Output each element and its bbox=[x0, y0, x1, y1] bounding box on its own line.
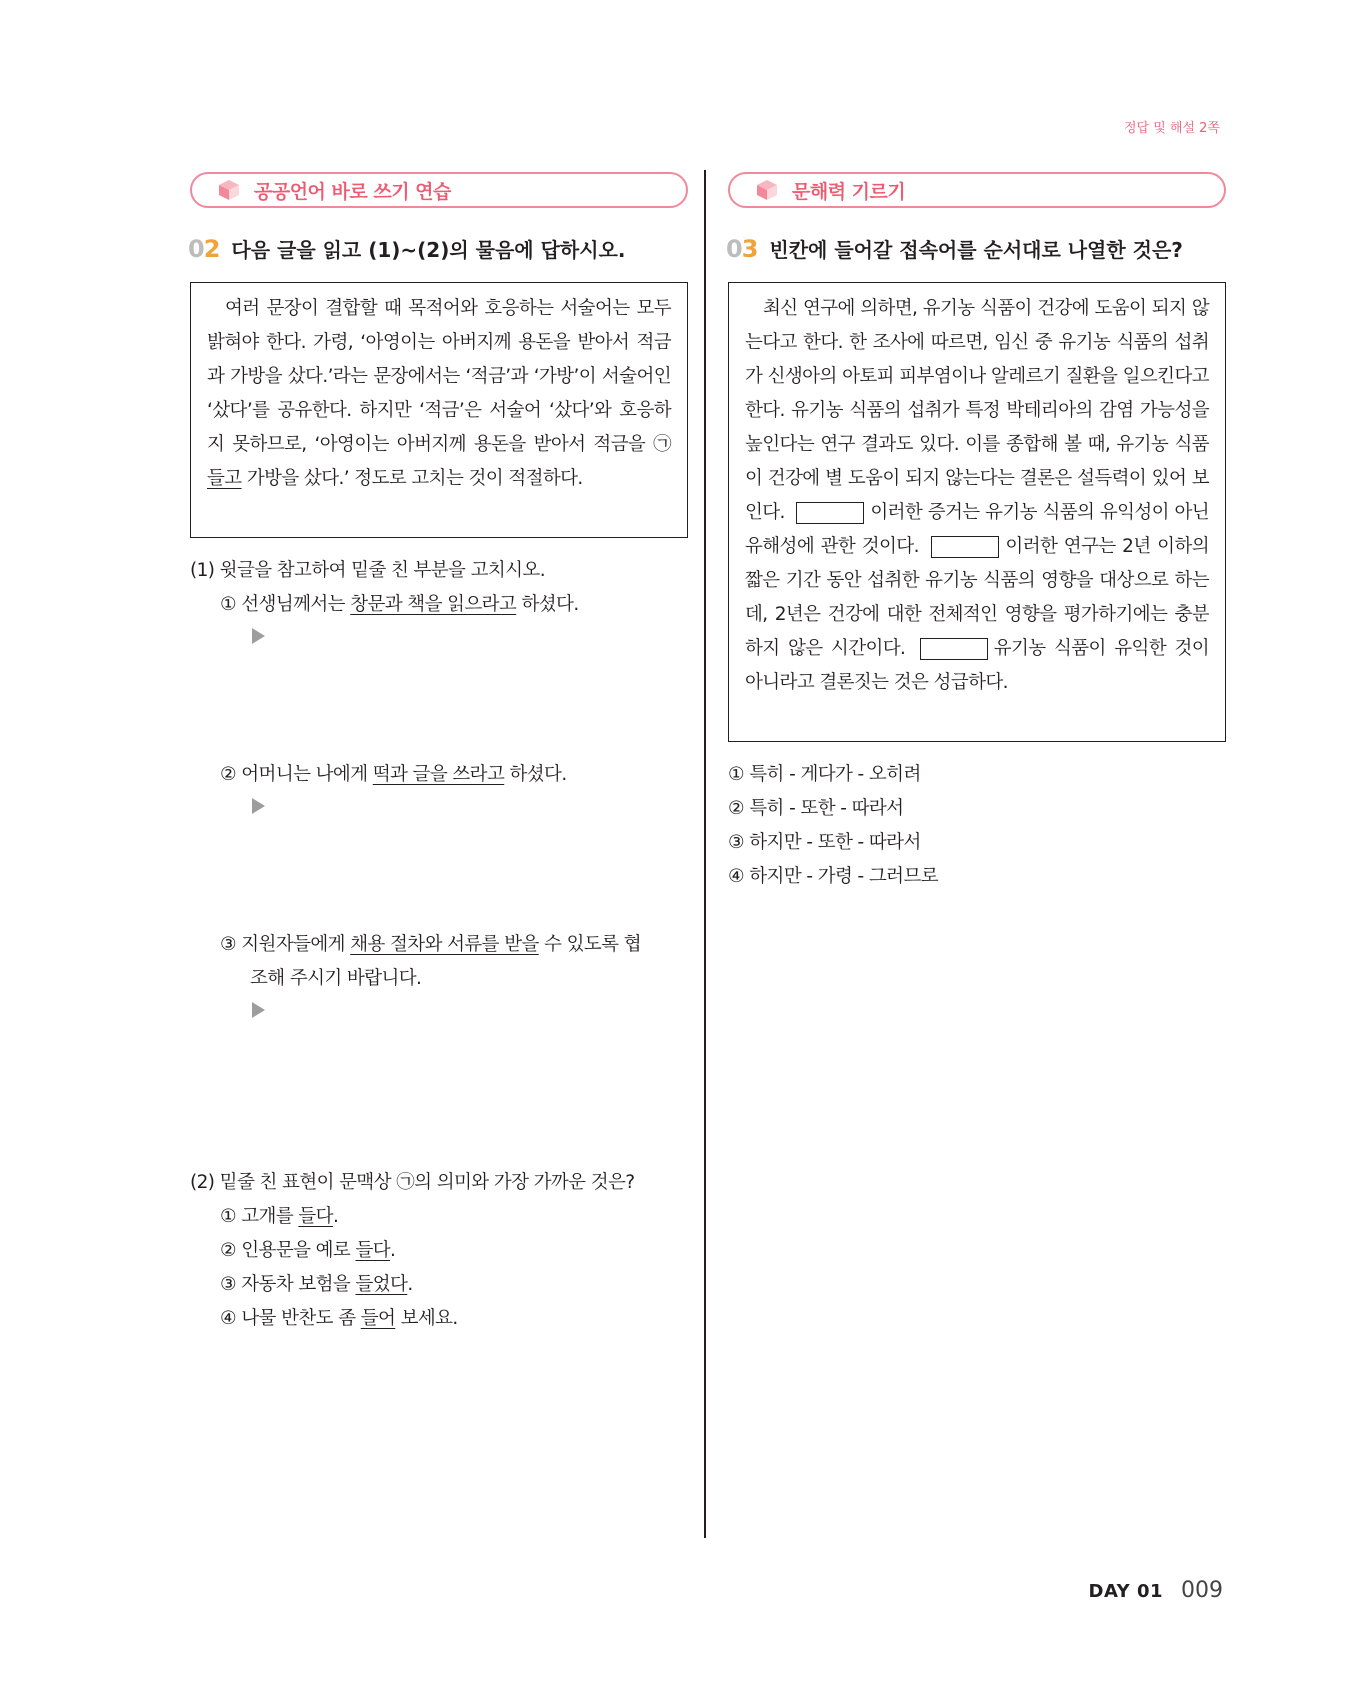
q03-option-4: ④ 하지만 - 가령 - 그러므로 bbox=[728, 866, 938, 887]
passage-box-right bbox=[728, 282, 1226, 742]
section-title-left: 공공언어 바로 쓰기 연습 bbox=[254, 180, 451, 203]
sub1-item-3-continued: 조해 주시기 바랍니다. bbox=[250, 968, 422, 989]
sub2-option-4: ④ 나물 반찬도 좀 들어 보세요. bbox=[220, 1308, 458, 1329]
sub1-item-3: ③ 지원자들에게 채용 절차와 서류를 받을 수 있도록 협 bbox=[220, 934, 641, 955]
passage-text: 여러 문장이 결합할 때 목적어와 호응하는 서술어는 모두 밝혀야 한다. 가령, ‘아영이는 아버지께 용돈을 받아서 적금과 가방을 샀다.’라는 문장에서는 ‘적금’과 ‘가방’이 서술어인 ‘샀다’를 공유한다. 하지만 ‘적금’은 서술어 ‘샀다’와 호응하지 못하므로, ‘아영이는 아버지께 용돈을 받아서 적금을 ㉠ 들고 가방을 샀다.’ 정도로 고치는 것이 적절하다. bbox=[207, 298, 671, 489]
cube-icon bbox=[756, 179, 778, 201]
question-title: 다음 글을 읽고 (1)~(2)의 물음에 답하시오. bbox=[231, 238, 626, 262]
page-footer bbox=[1089, 1578, 1224, 1603]
question-03-heading bbox=[726, 234, 1183, 263]
blank-box-3 bbox=[920, 638, 988, 660]
circled-mark: ㉠ bbox=[653, 434, 671, 455]
cube-icon bbox=[218, 179, 240, 201]
question-number: 03 bbox=[726, 235, 758, 263]
section-title-right: 문해력 기르기 bbox=[792, 180, 906, 203]
column-divider bbox=[704, 170, 706, 1538]
question-number: 02 bbox=[188, 235, 220, 263]
sub-question-2-title: (2) 밑줄 친 표현이 문맥상 ㉠의 의미와 가장 가까운 것은? bbox=[190, 1172, 635, 1193]
answer-arrow-icon bbox=[252, 798, 265, 814]
section-banner-left bbox=[190, 172, 688, 208]
blank-box-1 bbox=[796, 502, 864, 524]
sub2-option-3: ③ 자동차 보험을 들었다. bbox=[220, 1274, 413, 1295]
answer-arrow-icon bbox=[252, 1002, 265, 1018]
passage-text: 최신 연구에 의하면, 유기농 식품이 건강에 도움이 되지 않는다고 한다. 한 조사에 따르면, 임신 중 유기농 식품의 섭취가 신생아의 아토피 피부염이나 알레르기 질환을 일으킨다고 한다. 유기농 식품의 섭취가 특정 박테리아의 감염 가능성을 높인다는 연구 결과도 있다. 이를 종합해 볼 때, 유기농 식품이 건강에 별 도움이 되지 않는다는 결론은 설득력이 있어 보인다. 이러한 증거는 유기농 식품의 유익성이 아닌 유해성에 관한 것이다. 이러한 연구는 2년 이하의 짧은 기간 동안 섭취한 유기농 식품의 영향을 대상으로 하는데, 2년은 건강에 대한 전체적인 영향을 평가하기에는 충분하지 않은 시간이다. 유기농 식품이 유익한 것이 아니라고 결론짓는 것은 성급하다. bbox=[745, 298, 1210, 693]
question-title: 빈칸에 들어갈 접속어를 순서대로 나열한 것은? bbox=[769, 238, 1183, 262]
answer-arrow-icon bbox=[252, 628, 265, 644]
day-label: DAY 01 bbox=[1088, 1581, 1163, 1602]
sub1-item-1: ① 선생님께서는 창문과 책을 읽으라고 하셨다. bbox=[220, 594, 579, 615]
q03-option-1: ① 특히 - 게다가 - 오히려 bbox=[728, 764, 921, 785]
question-02-heading bbox=[188, 234, 625, 263]
answer-reference: 정답 및 해설 2쪽 bbox=[1123, 121, 1220, 136]
sub2-option-2: ② 인용문을 예로 들다. bbox=[220, 1240, 396, 1261]
page-number: 009 bbox=[1181, 1578, 1223, 1603]
sub2-option-1: ① 고개를 들다. bbox=[220, 1206, 339, 1227]
underlined-word: 들고 bbox=[207, 468, 242, 489]
section-banner-right bbox=[728, 172, 1226, 208]
passage-box-left bbox=[190, 282, 688, 538]
sub1-item-2: ② 어머니는 나에게 떡과 글을 쓰라고 하셨다. bbox=[220, 764, 567, 785]
sub-question-1-title: (1) 윗글을 참고하여 밑줄 친 부분을 고치시오. bbox=[190, 560, 545, 581]
q03-option-3: ③ 하지만 - 또한 - 따라서 bbox=[728, 832, 921, 853]
q03-option-2: ② 특히 - 또한 - 따라서 bbox=[728, 798, 904, 819]
blank-box-2 bbox=[931, 536, 999, 558]
